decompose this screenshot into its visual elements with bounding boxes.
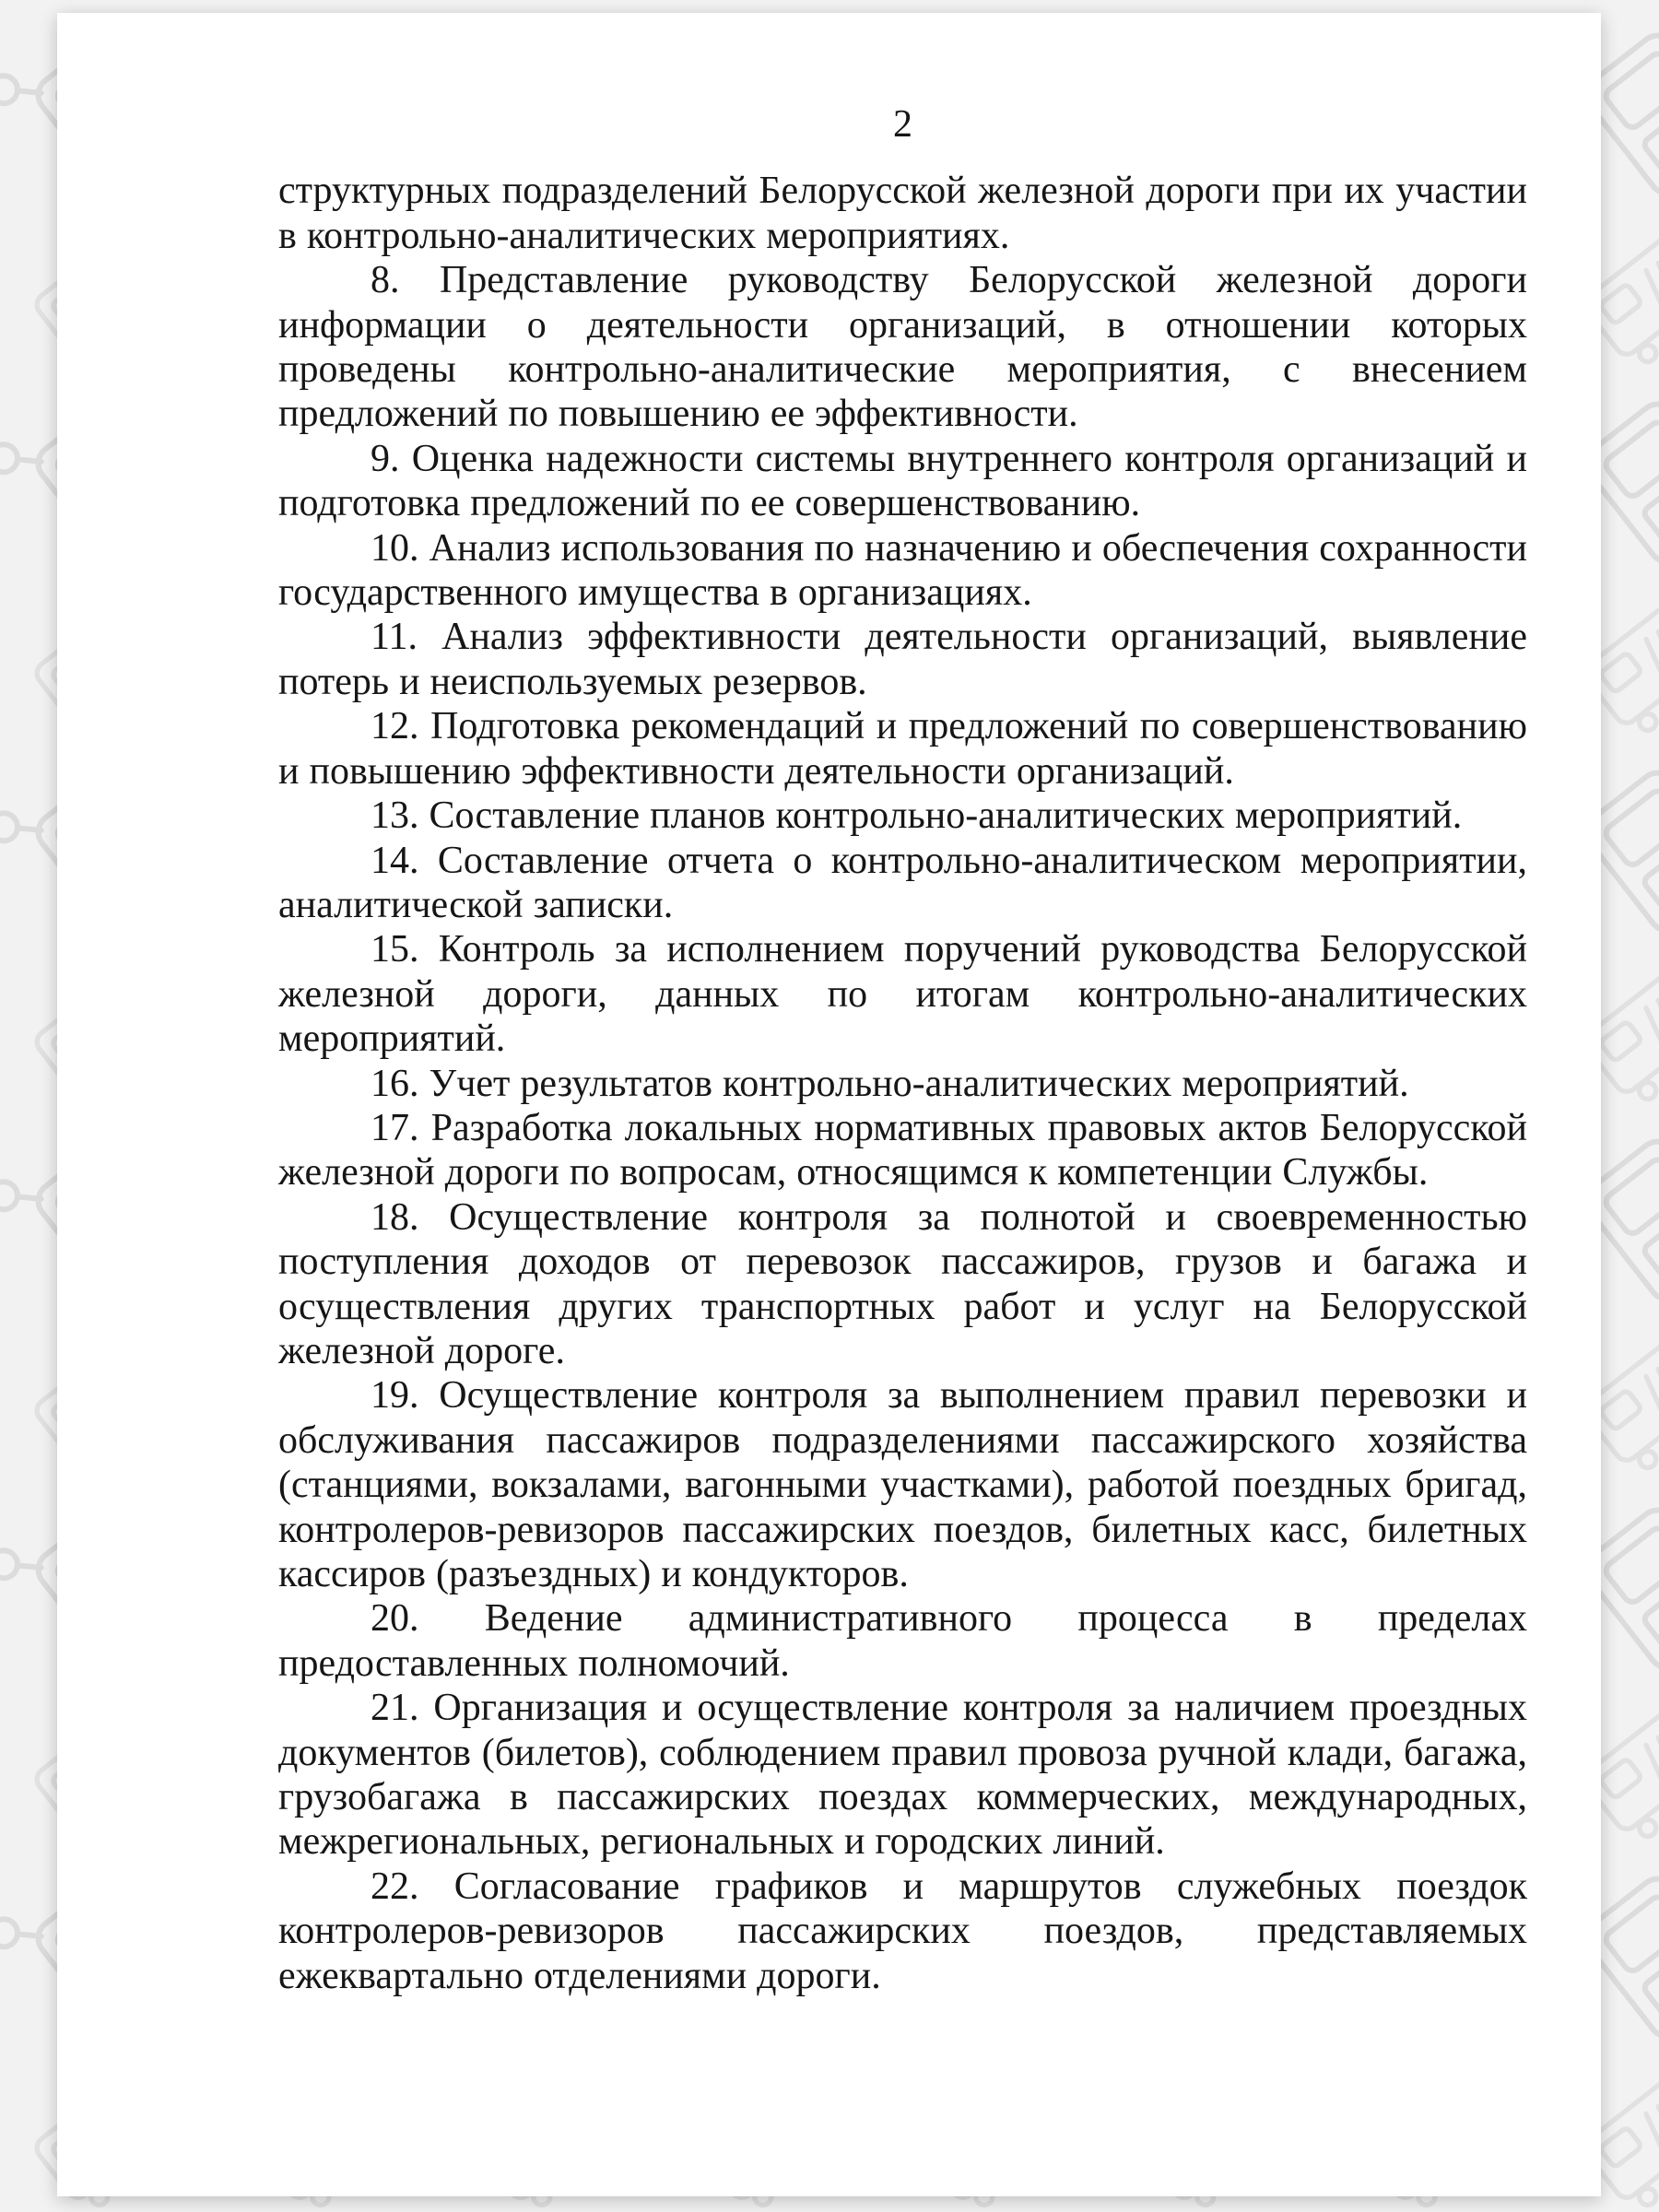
page-number: 2: [893, 103, 912, 146]
paragraph-7-continuation: структурных подразделений Белорусской железной дороги при их участии в контрольно-аналитических мероприятиях.: [278, 170, 1527, 257]
paragraph-9: 9. Оценка надежности системы внутреннего контроля организаций и подготовка предложений по ее совершенствованию.: [278, 437, 1527, 525]
paragraph-14: 14. Составление отчета о контрольно-аналитическом мероприятии, аналитической записки.: [278, 839, 1527, 926]
paragraph-13: 13. Составление планов контрольно-аналитических мероприятий.: [371, 794, 1463, 838]
document-body: [278, 169, 1527, 1998]
paragraph-21: 21. Организация и осуществление контроля за наличием проездных документов (билетов), соблюдением правил провоза ручной клади, багажа, грузобагажа в пассажирских поездах коммерческих, международных, межрегиональных, региональных и городских линий.: [278, 1687, 1527, 1864]
paragraph-15: 15. Контроль за исполнением поручений руководства Белорусской железной дороги, данных по итогам контрольно-аналитических мероприятий.: [278, 928, 1527, 1061]
paragraph-20: 20. Ведение административного процесса в пределах предоставленных полномочий.: [278, 1597, 1527, 1685]
paragraph-11: 11. Анализ эффективности деятельности организаций, выявление потерь и неиспользуемых резервов.: [278, 616, 1527, 703]
paragraph-22: 22. Согласование графиков и маршрутов служебных поездок контролеров-ревизоров пассажирских поездов, представляемых ежеквартально отделениями дороги.: [278, 1865, 1527, 1997]
paragraph-8: 8. Представление руководству Белорусской железной дороги информации о деятельности организаций, в отношении которых проведены контрольно-аналитические мероприятия, с внесением предложений по повышению ее эффективности.: [278, 259, 1527, 436]
paragraph-16: 16. Учет результатов контрольно-аналитических мероприятий.: [371, 1062, 1409, 1105]
paragraph-12: 12. Подготовка рекомендаций и предложений по совершенствованию и повышению эффективности деятельности организаций.: [278, 705, 1527, 793]
document-page: [57, 13, 1601, 2196]
paragraph-10: 10. Анализ использования по назначению и обеспечения сохранности государственного имущества в организациях.: [278, 526, 1527, 615]
paragraph-19: 19. Осуществление контроля за выполнением правил перевозки и обслуживания пассажиров подразделениями пассажирского хозяйства (станциями, вокзалами, вагонными участками), работой поездных бригад, контролеров-ревизоров пассажирских поездов, билетных касс, билетных кассиров (разъездных) и кондукторов.: [278, 1374, 1527, 1595]
paragraph-17: 17. Разработка локальных нормативных правовых актов Белорусской железной дороги по вопросам, относящимся к компетенции Службы.: [278, 1106, 1527, 1194]
paragraph-18: 18. Осуществление контроля за полнотой и своевременностью поступления доходов от перевозок пассажиров, грузов и багажа и осуществления других транспортных работ и услуг на Белорусской железной дороге.: [278, 1195, 1527, 1372]
